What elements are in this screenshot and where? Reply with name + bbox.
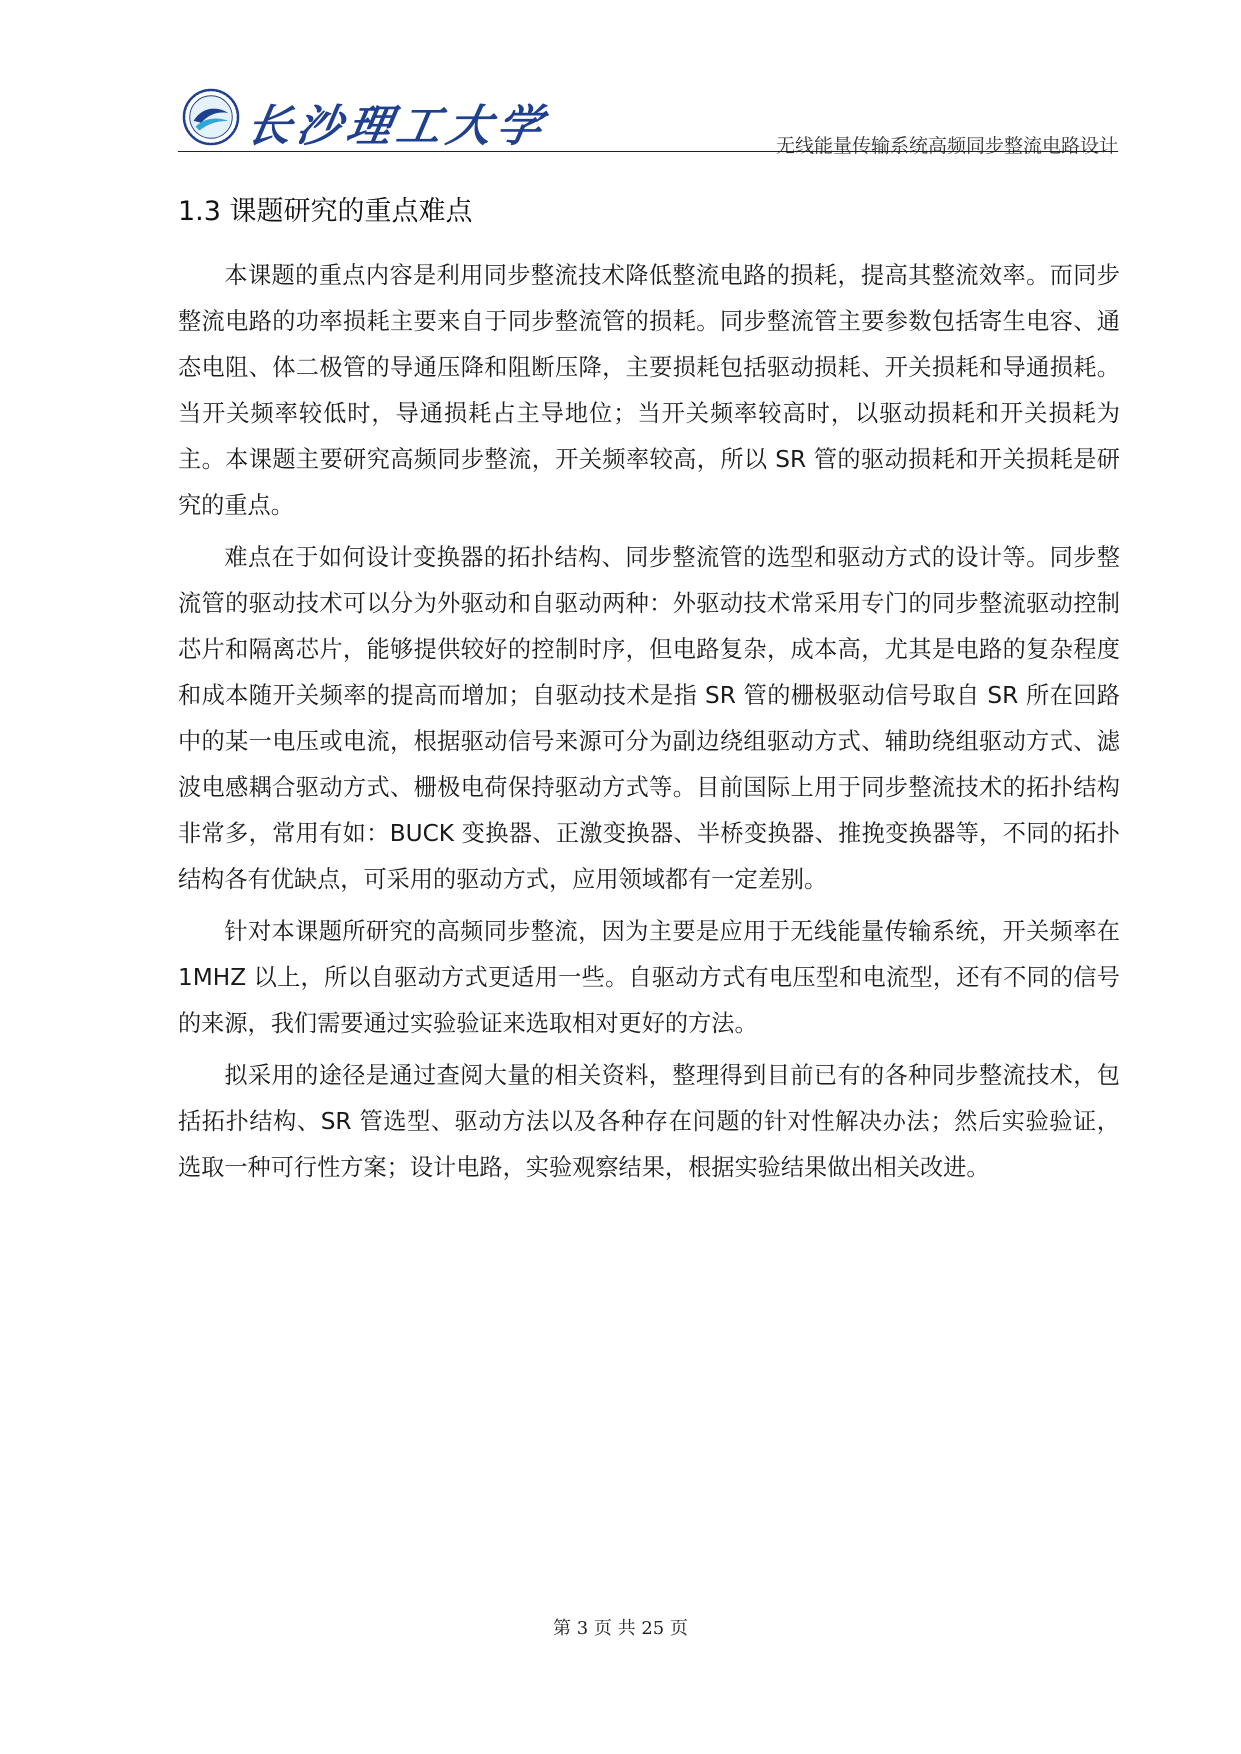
- university-emblem-icon: [182, 88, 240, 146]
- paragraph: 拟采用的途径是通过查阅大量的相关资料，整理得到目前已有的各种同步整流技术，包括拓扑结构、SR 管选型、驱动方法以及各种存在问题的针对性解决办法；然后实验验证，选取一种可行性方案；设计电路，实验观察结果，根据实验结果做出相关改进。: [178, 1062, 1120, 1181]
- page-header: [178, 86, 1118, 157]
- header-divider: [178, 151, 1118, 152]
- paragraph: 针对本课题所研究的高频同步整流，因为主要是应用于无线能量传输系统，开关频率在 1MHZ 以上，所以自驱动方式更适用一些。自驱动方式有电压型和电流型，还有不同的信号的来源，我们需要通过实验验证来选取相对更好的方法。: [178, 918, 1120, 1037]
- page-number: 第 3 页 共 25 页: [553, 1618, 688, 1639]
- section-heading: 1.3 课题研究的重点难点: [178, 196, 473, 227]
- paragraph: 本课题的重点内容是利用同步整流技术降低整流电路的损耗，提高其整流效率。而同步整流电路的功率损耗主要来自于同步整流管的损耗。同步整流管主要参数包括寄生电容、通态电阻、体二极管的导通压降和阻断压降，主要损耗包括驱动损耗、开关损耗和导通损耗。当开关频率较低时，导通损耗占主导地位；当开关频率较高时，以驱动损耗和开关损耗为主。本课题主要研究高频同步整流，开关频率较高，所以 SR 管的驱动损耗和开关损耗是研究的重点。: [178, 262, 1120, 519]
- university-logo-text: 长沙理工大学: [242, 101, 552, 152]
- paragraph: 难点在于如何设计变换器的拓扑结构、同步整流管的选型和驱动方式的设计等。同步整流管的驱动技术可以分为外驱动和自驱动两种：外驱动技术常采用专门的同步整流驱动控制芯片和隔离芯片，能够提供较好的控制时序，但电路复杂，成本高，尤其是电路的复杂程度和成本随开关频率的提高而增加；自驱动技术是指 SR 管的栅极驱动信号取自 SR 所在回路中的某一电压或电流，根据驱动信号来源可分为副边绕组驱动方式、辅助绕组驱动方式、滤波电感耦合驱动方式、栅极电荷保持驱动方式等。目前国际上用于同步整流技术的拓扑结构非常多，常用有如：BUCK 变换器、正激变换器、半桥变换器、推挽变换器等，不同的拓扑结构各有优缺点，可采用的驱动方式，应用领域都有一定差别。: [178, 544, 1120, 893]
- document-title: 无线能量传输系统高频同步整流电路设计: [775, 135, 1118, 157]
- body-text: [178, 253, 1120, 1191]
